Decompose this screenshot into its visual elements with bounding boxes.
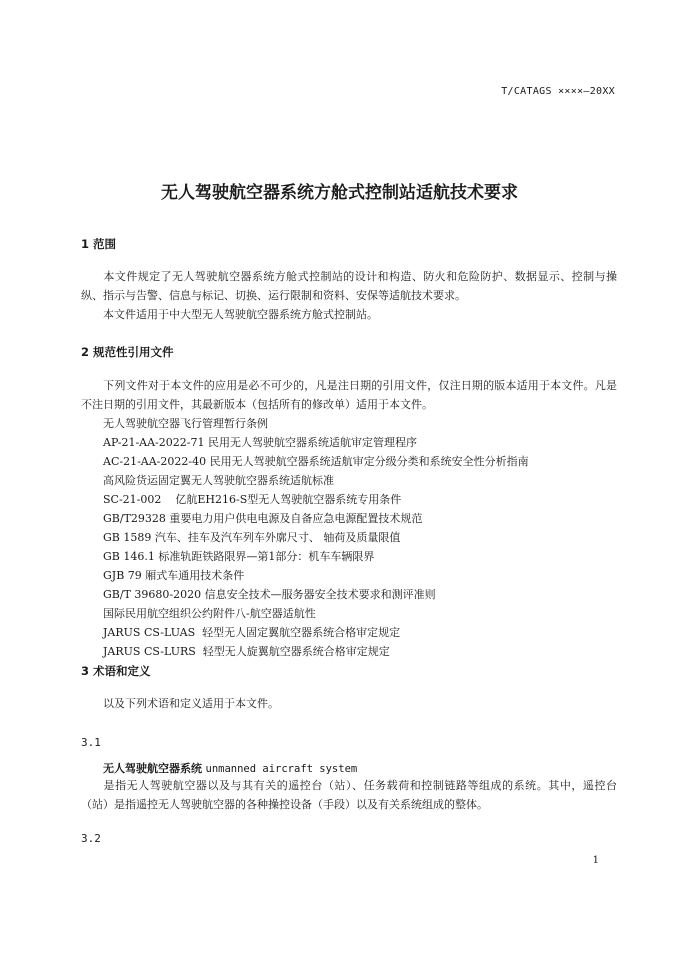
document-title: 无人驾驶航空器系统方舱式控制站适航技术要求 [161, 183, 518, 203]
term-number: 3.1 [81, 736, 101, 749]
section-1-paragraph-1-text: 本文件规定了无人驾驶航空器系统方舱式控制站的设计和构造、防火和危险防护、数据显示、控制与操纵、指示与告警、信息与标记、切换、运行限制和资料、安保等适航技术要求。 [81, 270, 617, 302]
standard-code: T/CATAGS ××××—20XX [501, 86, 615, 97]
reference-item: GJB 79 厢式车通用技术条件 [103, 569, 245, 582]
term-title [103, 760, 357, 776]
section-1-heading: 1 范围 [81, 237, 117, 251]
section-1-paragraph-2-text: 本文件适用于中大型无人驾驶航空器系统方舱式控制站。 [103, 308, 378, 321]
reference-item: JARUS CS-LUAS 轻型无人固定翼航空器系统合格审定规定 [103, 626, 401, 639]
section-3-heading: 3 术语和定义 [81, 664, 151, 678]
page-number: 1 [592, 855, 599, 866]
reference-item: AC-21-AA-2022-40 民用无人驾驶航空器系统适航审定分级分类和系统安全性分析指南 [103, 455, 529, 468]
reference-item: 高风险货运固定翼无人驾驶航空器系统适航标准 [103, 474, 334, 487]
reference-item: 无人驾驶航空器飞行管理暂行条例 [103, 417, 268, 430]
reference-item: SC-21-002 亿航EH216-S型无人驾驶航空器系统专用条件 [103, 493, 402, 506]
term-definition-text: 是指无人驾驶航空器以及与其有关的遥控台（站）、任务载荷和控制链路等组成的系统。其中，遥控台（站）是指遥控无人驾驶航空器的各种操控设备（手段）以及有关系统组成的整体。 [81, 779, 617, 811]
term-definition [81, 776, 617, 814]
section-2-intro-text: 下列文件对于本文件的应用是必不可少的，凡是注日期的引用文件，仅注日期的版本适用于本文件。凡是不注日期的引用文件，其最新版本（包括所有的修改单）适用于本文件。 [81, 379, 617, 411]
reference-item: GB 1589 汽车、挂车及汽车列车外廓尺寸、 轴荷及质量限值 [103, 531, 401, 544]
section-3-intro: 以及下列术语和定义适用于本文件。 [103, 697, 279, 710]
reference-item: AP-21-AA-2022-71 民用无人驾驶航空器系统适航审定管理程序 [103, 436, 417, 449]
reference-item: GB/T29328 重要电力用户供电电源及自备应急电源配置技术规范 [103, 512, 423, 525]
section-1-paragraph-1 [81, 267, 617, 305]
term-number: 3.2 [81, 832, 101, 845]
section-2-intro [81, 376, 617, 414]
section-2-heading: 2 规范性引用文件 [81, 345, 174, 359]
reference-item: JARUS CS-LURS 轻型无人旋翼航空器系统合格审定规定 [103, 645, 390, 658]
reference-item: GB/T 39680-2020 信息安全技术—服务器安全技术要求和测评准则 [103, 588, 436, 601]
reference-item: 国际民用航空组织公约附件八-航空器适航性 [103, 607, 316, 620]
reference-item: GB 146.1 标准轨距铁路限界—第1部分：机车车辆限界 [103, 550, 375, 563]
section-1-paragraph-2 [81, 305, 617, 324]
term-title-zh: 无人驾驶航空器系统 [103, 762, 202, 775]
term-title-en: unmanned aircraft system [205, 763, 358, 775]
